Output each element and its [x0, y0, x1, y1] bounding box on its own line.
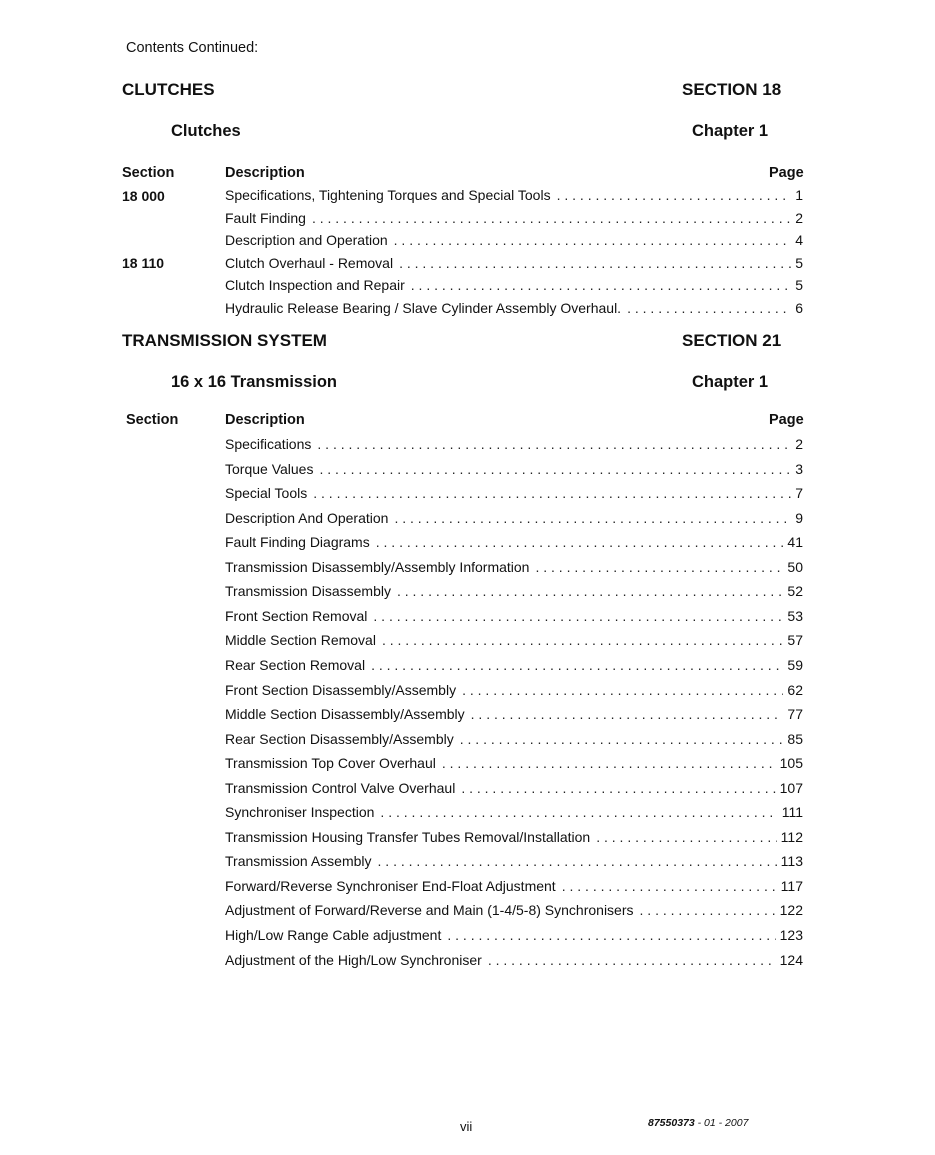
toc-entry-description: Transmission Top Cover Overhaul	[225, 755, 436, 772]
toc-entry-page: 6	[795, 299, 803, 316]
toc-entry	[225, 804, 803, 824]
toc-entry-page: 7	[795, 485, 803, 502]
chapter-number-clutches: Chapter 1	[692, 122, 769, 140]
toc-entry-description: Middle Section Removal	[225, 632, 376, 649]
toc-entry-page: 117	[780, 877, 803, 894]
toc-entry-page: 9	[795, 509, 803, 526]
section-group-number: 18 000	[122, 188, 165, 204]
toc-entry	[225, 461, 803, 481]
toc-entry-page: 85	[787, 730, 803, 747]
toc-entry-page: 4	[795, 232, 803, 248]
toc-entry	[225, 255, 803, 275]
toc-entry-description: Description and Operation	[225, 232, 388, 248]
toc-entry-description: Hydraulic Release Bearing / Slave Cylinder Assembly Overhaul.	[225, 299, 622, 316]
toc-entry-page: 112	[780, 828, 803, 845]
toc-entry-page: 5	[795, 254, 803, 271]
column-header-description: Description	[225, 412, 305, 428]
toc-entry-description: Description And Operation	[225, 509, 389, 526]
toc-entry	[225, 300, 803, 320]
toc-entry-page: 59	[787, 656, 803, 673]
toc-entry	[225, 583, 803, 603]
document-date: - 01 - 2007	[694, 1117, 749, 1129]
document-number: 87550373	[648, 1117, 695, 1129]
toc-entry-description: Middle Section Disassembly/Assembly	[225, 706, 465, 723]
toc-entry	[225, 232, 803, 252]
toc-entry-description: Front Section Removal	[225, 607, 368, 624]
toc-entry-page: 3	[795, 460, 803, 477]
dot-leader	[411, 277, 791, 293]
toc-entry-description: Rear Section Disassembly/Assembly	[225, 730, 454, 747]
section-group-number: 18 110	[122, 255, 165, 271]
toc-entry-page: 62	[787, 681, 803, 698]
toc-entry	[225, 559, 803, 579]
toc-entry	[225, 952, 803, 972]
column-header-description: Description	[225, 165, 305, 181]
toc-entry	[225, 534, 803, 554]
dot-leader	[488, 952, 776, 968]
footer-document-number	[648, 1117, 748, 1129]
toc-entry	[225, 780, 803, 800]
toc-entry	[225, 902, 803, 922]
dot-leader	[397, 583, 783, 599]
toc-entry-page: 57	[787, 632, 803, 649]
column-header-page: Page	[769, 412, 804, 428]
dot-leader	[399, 255, 791, 271]
dot-leader	[313, 485, 791, 501]
column-header-section: Section	[122, 165, 175, 181]
toc-entry-page: 2	[795, 436, 803, 452]
toc-entry-description: Front Section Disassembly/Assembly	[225, 681, 457, 698]
dot-leader	[378, 853, 777, 869]
toc-entry-page: 77	[787, 706, 803, 723]
footer-page-number: vii	[460, 1119, 473, 1134]
dot-leader	[312, 210, 791, 226]
section-number-21: SECTION 21	[682, 331, 782, 350]
section-title-clutches: CLUTCHES	[122, 80, 215, 99]
dot-leader	[461, 780, 775, 796]
toc-entry-description: Clutch Overhaul - Removal	[225, 254, 394, 271]
dot-leader	[535, 559, 783, 575]
dot-leader	[640, 902, 776, 918]
dot-leader	[442, 755, 776, 771]
toc-entry	[225, 731, 803, 751]
toc-entry-description: Adjustment of the High/Low Synchroniser	[225, 951, 482, 968]
toc-entry-description: High/Low Range Cable adjustment	[225, 927, 442, 943]
toc-entry	[225, 210, 803, 230]
toc-entry-description: Transmission Assembly	[225, 853, 372, 870]
toc-entry-page: 107	[779, 779, 803, 796]
chapter-name-transmission: 16 x 16 Transmission	[171, 373, 338, 391]
dot-leader	[557, 187, 792, 203]
toc-entry	[225, 485, 803, 505]
toc-entry-page: 123	[779, 927, 803, 943]
toc-entry	[225, 706, 803, 726]
toc-entry-description: Specifications	[225, 436, 312, 452]
toc-entry	[225, 682, 803, 702]
column-header-section: Section	[126, 412, 179, 428]
toc-entry-description: Specifications, Tightening Torques and Special Tools	[225, 187, 551, 203]
dot-leader	[627, 300, 791, 316]
section-title-transmission: TRANSMISSION SYSTEM	[122, 331, 327, 350]
toc-entry	[225, 657, 803, 677]
toc-entry-page: 5	[795, 277, 803, 293]
toc-entry	[225, 608, 803, 628]
toc-entry	[225, 632, 803, 652]
toc-entry-description: Clutch Inspection and Repair	[225, 277, 405, 293]
toc-entry	[225, 187, 803, 207]
dot-leader	[371, 657, 783, 673]
dot-leader	[562, 878, 777, 894]
toc-entry-description: Rear Section Removal	[225, 656, 366, 673]
toc-entry-page: 2	[795, 209, 803, 226]
contents-continued-label: Contents Continued:	[126, 40, 259, 56]
chapter-name-clutches: Clutches	[171, 122, 241, 140]
toc-entry-page: 50	[787, 558, 803, 575]
toc-entry-description: Synchroniser Inspection	[225, 804, 375, 821]
toc-entry-description: Fault Finding Diagrams	[225, 534, 370, 551]
toc-entry-description: Fault Finding	[225, 209, 306, 226]
toc-entry-description: Transmission Control Valve Overhaul	[225, 779, 456, 796]
dot-leader	[382, 632, 783, 648]
toc-entry-page: 52	[787, 583, 803, 600]
toc-entry	[225, 853, 803, 873]
dot-leader	[319, 461, 791, 477]
toc-entry-description: Transmission Disassembly/Assembly Information	[225, 558, 530, 575]
toc-entry-page: 105	[779, 755, 803, 772]
toc-entry-page: 113	[780, 853, 803, 870]
toc-entry-page: 124	[779, 951, 803, 968]
dot-leader	[460, 731, 784, 747]
dot-leader	[380, 804, 777, 820]
section-number-18: SECTION 18	[682, 80, 782, 99]
dot-leader	[376, 534, 784, 550]
dot-leader	[462, 682, 783, 698]
toc-entry-description: Adjustment of Forward/Reverse and Main (1-4/5-8) Synchronisers	[225, 902, 634, 919]
toc-entry	[225, 878, 803, 898]
toc-entry-page: 53	[787, 607, 803, 624]
dot-leader	[394, 510, 791, 526]
toc-entry-description: Torque Values	[225, 460, 314, 477]
toc-entry-description: Transmission Housing Transfer Tubes Removal/Installation	[225, 828, 591, 845]
toc-entry-page: 122	[779, 902, 803, 919]
chapter-number-transmission: Chapter 1	[692, 373, 769, 391]
column-header-page: Page	[769, 165, 804, 181]
toc-entry-page: 1	[795, 187, 803, 203]
dot-leader	[596, 829, 776, 845]
toc-entry-page: 111	[781, 804, 803, 821]
dot-leader	[373, 608, 783, 624]
toc-entry-page: 41	[787, 534, 803, 551]
dot-leader	[471, 706, 784, 722]
toc-entry-description: Transmission Disassembly	[225, 583, 391, 600]
toc-entry	[225, 927, 803, 947]
toc-entry-description: Special Tools	[225, 485, 308, 502]
toc-entry-description: Forward/Reverse Synchroniser End-Float Adjustment	[225, 877, 556, 894]
dot-leader	[447, 927, 775, 943]
toc-entry	[225, 829, 803, 849]
dot-leader	[317, 436, 791, 452]
toc-entry	[225, 436, 803, 456]
toc-entry	[225, 755, 803, 775]
toc-entry	[225, 277, 803, 297]
toc-entry	[225, 510, 803, 530]
dot-leader	[394, 232, 792, 248]
